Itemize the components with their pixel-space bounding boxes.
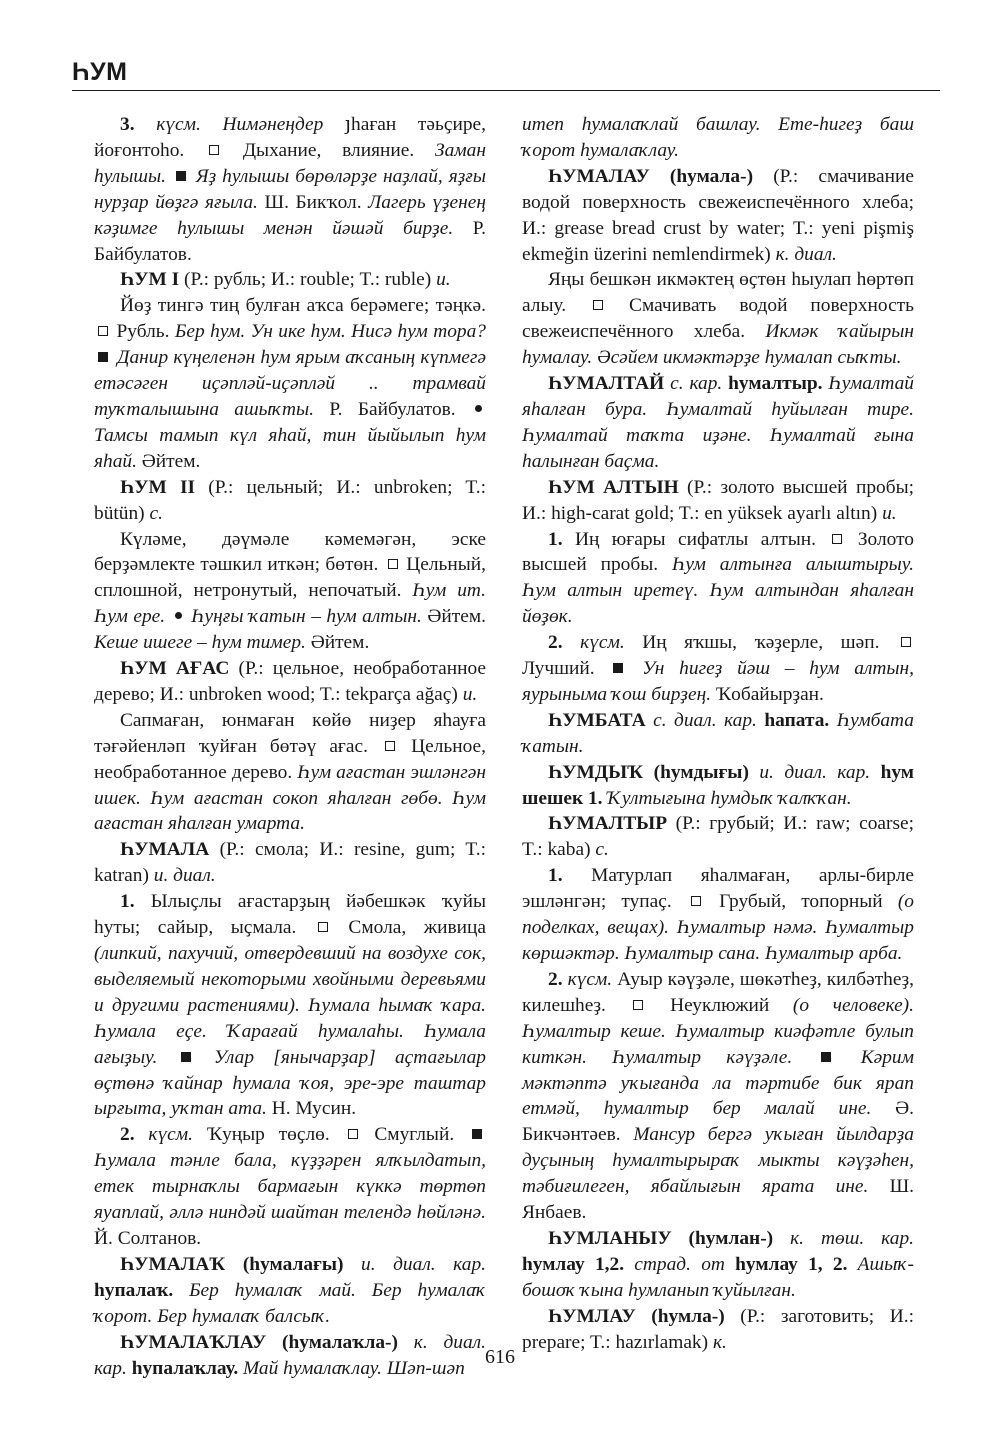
entry-headword: 1. (548, 528, 563, 550)
italic-text: (о поделках, вещах). Һумалтыр нәмә. Һумалтыр көршәктәр. Һумалтыр сана. Һумалтыр арба. (522, 891, 914, 964)
right-column (522, 112, 914, 1356)
example-marker-icon (472, 1129, 482, 1139)
body-text: Лучший. (522, 658, 610, 680)
dictionary-paragraph (94, 267, 486, 293)
entry-headword: ҺУМАЛА (120, 839, 210, 861)
translation-marker-icon (691, 896, 701, 906)
example-marker-icon (176, 171, 186, 181)
body-text: Смачивать водой поверхность свежеиспечённого хлеба. (522, 295, 914, 343)
body-text: Ауыр кәүҙәле, шөкәтһеҙ, килбәтһеҙ, килешһеҙ. (522, 968, 914, 1016)
italic-text: с. (595, 839, 609, 861)
dictionary-paragraph (522, 630, 914, 708)
entry-headword: һупалаҡлау. (131, 1357, 239, 1379)
italic-text: и. (436, 269, 451, 291)
entry-headword: һум шешек 1. (522, 761, 914, 809)
italic-text: Һум ит. Һум ере. (94, 580, 486, 628)
translation-marker-icon (901, 637, 911, 647)
dictionary-paragraph (94, 1122, 486, 1252)
entry-headword: һумлау 1, 2. (735, 1253, 848, 1275)
dictionary-paragraph (94, 656, 486, 708)
body-text: (Р.: смачивание водой поверхность свежеиспечённого хлеба; И.: grease bread crust by water; T.: yeni pişmiş ekmeğin üzerini nemlendirmek) (522, 165, 914, 265)
body-text: Иң юғары сифатлы алтын. (562, 528, 829, 550)
italic-text: и. (462, 683, 478, 705)
body-text: (Р.: цельный; И.: unbroken; T.: bütün) (94, 476, 487, 524)
dictionary-paragraph (522, 811, 914, 863)
dictionary-paragraph (94, 475, 486, 527)
italic-text: күсм. (580, 632, 625, 654)
body-text: Смола, живица (330, 917, 486, 939)
italic-text: Май һумалаҡлау. Шәп-шәп (238, 1357, 465, 1379)
body-text: Ҡуңыр төҫлө. (193, 1124, 344, 1146)
body-text: (Р.: рубль; И.: rouble; T.: ruble) (179, 269, 437, 291)
dictionary-paragraph (94, 293, 486, 474)
entry-headword: ҺУМЛАУ (һумла-) (548, 1305, 725, 1327)
dictionary-paragraph (522, 164, 914, 268)
dictionary-paragraph (94, 527, 486, 657)
italic-text: Заман һулышы. (94, 139, 486, 187)
italic-text: Мансур бергә уҡыған йылдарҙа дуҫының һумалтырыраҡ мыкты кәүҙәһен, тәбиғилеген, ябайлығын ярата ине. (522, 1124, 914, 1198)
entry-headword: ҺУМАЛТАЙ (548, 373, 665, 395)
entry-headword: ҺУМ I (120, 269, 180, 291)
italic-text: и. (882, 502, 897, 524)
entry-headword: һапата. (764, 709, 830, 731)
header-guide-word: ҺУМ (72, 58, 128, 86)
italic-text: Икмәк ҡайырын һумалау. Әсәйем икмәктәрҙе һумалап сыҡты. (522, 321, 914, 369)
proverb-marker-icon (175, 612, 182, 619)
italic-text: с. (149, 502, 163, 524)
italic-text: (о человеке). Һумалтыр кеше. Һумалтыр киәфәтле булып киткән. Һумалтыр кәүҙәле. (522, 994, 914, 1068)
body-text: Сапмаған, юнмаған көйө ниҙер яһауға тәғәйенләп ҡуйған бөтәү ағас. (94, 709, 486, 757)
dictionary-paragraph (522, 475, 914, 527)
italic-text: Һум алтынға алыштырыу. Һум алтын иретеү. Һум алтындан яһалған йөҙөк. (522, 554, 914, 628)
italic-text: к. диал. кар. (94, 1331, 486, 1379)
italic-text: итеп һумалаҡлай башлау. Ете-һигеҙ баш ҡорот һумалаҡлау. (522, 114, 914, 161)
translation-marker-icon (633, 1000, 643, 1010)
body-text: յһаған тәьҫире, йоғонтоһо. (94, 114, 486, 161)
body-text: Ш. Янбаев. (522, 1176, 914, 1224)
proverb-marker-icon (475, 405, 482, 412)
italic-text: Кеше ишеге – һум тимер. (94, 632, 306, 654)
translation-marker-icon (209, 145, 219, 155)
italic-text: Һум ағастан эшләнгән ишек. Һум ағастан сокоп яһалған гөбө. Һум ағастан яһалған умарта. (94, 761, 486, 835)
translation-marker-icon (593, 300, 603, 310)
dictionary-paragraph (522, 267, 914, 371)
dictionary-paragraph (94, 708, 486, 838)
dictionary-paragraph (522, 1226, 914, 1304)
page-number: 616 (485, 1346, 515, 1368)
body-text: Иң яҡшы, ҡәҙерле, шәп. (624, 632, 897, 654)
body-text: (Р.: цельное, необработанное дерево; И.: unbroken wood; T.: tekparça ağaç) (94, 658, 486, 705)
body-text: (Р.: заготовить; И.: prepare; T.: hazırlamak) (522, 1305, 914, 1353)
italic-text: Кәрим мәктәптә уҡығанда ла тәртибе бик ярап етмәй, һумалтыр бер малай ине. (522, 1046, 914, 1120)
italic-text: Һуңғы ҡатын – һум алтын. (185, 606, 422, 628)
italic-text: күсм. Нимәнеңдер (156, 114, 324, 135)
entry-headword: 2. (548, 632, 581, 654)
body-text: Й. Солтанов. (94, 1227, 202, 1249)
body-text: Матурлап яһалмаған, арлы-бирле эшләнгән; тупаҫ. (522, 865, 914, 913)
body-text: Әйтем. (421, 606, 486, 628)
italic-text: и. диал. кар. (748, 761, 881, 783)
body-text: Золото высшей пробы. (522, 528, 915, 576)
body-text: Йөҙ тингә тиң булған аҡса берәмеге; тәңкә. (120, 295, 486, 317)
dictionary-paragraph (522, 527, 914, 631)
italic-text: Бер һумалаҡ май. Бер һумалаҡ ҡорот. Бер һумалаҡ балсыҡ. (94, 1279, 486, 1327)
dictionary-paragraph (94, 112, 486, 267)
body-text: Смуглый. (360, 1124, 468, 1146)
entry-headword: 2. (548, 968, 568, 990)
italic-text: Бер һум. Ун ике һум. Нисә һум тора? (174, 321, 487, 343)
italic-text: к. төш. кар. (773, 1227, 914, 1249)
body-text: (Р.: золото высшей пробы; И.: high-carat gold; T.: en yüksek ayarlı altın) (522, 476, 914, 524)
italic-text: Тамсы тамып күл яһай, тин йыйылып һум яһай. (94, 424, 486, 472)
entry-headword: ҺУМ II (120, 476, 196, 498)
italic-text: с. кар. (664, 373, 729, 395)
entry-headword: 1. (548, 865, 563, 887)
dictionary-paragraph (94, 837, 486, 889)
body-text: (Р.: грубый; И.: raw; coarse; T.: kaba) (522, 813, 914, 861)
entry-headword: 1. (120, 891, 135, 913)
italic-text: күсм. (148, 1124, 193, 1146)
entry-headword: һумлау 1,2. (522, 1253, 625, 1275)
example-marker-icon (613, 663, 623, 673)
body-text: Ш. Бикҡол. (257, 191, 369, 213)
left-column (94, 112, 486, 1381)
italic-text: Ашыҡ-бошоҡ ҡына һумланып ҡуйылған. (522, 1253, 914, 1301)
translation-marker-icon (348, 1129, 358, 1139)
italic-text: Данир күңеленән һум ярым аҡсаның күпмегә етәсәген иҫәпләй-иҫәпләй .. трамвай туҡталышына ашыҡты. (94, 347, 486, 420)
body-text: Дыхание, влияние. (222, 139, 435, 161)
entry-headword: ҺУМАЛТЫР (548, 813, 668, 835)
body-text: Цельное, необработанное дерево. (94, 735, 486, 783)
entry-headword: ҺУМАЛАУ (һумала-) (548, 165, 754, 187)
entry-headword: һупалаҡ. (94, 1279, 174, 1301)
example-marker-icon (181, 1052, 191, 1062)
body-text: Неуклюжий (646, 994, 793, 1016)
dictionary-paragraph (522, 760, 914, 812)
italic-text: Ҡултығына һумдыҡ ҡалҡҡан. (602, 787, 852, 809)
italic-text: и. диал. кар. (343, 1253, 486, 1275)
entry-headword: 2. (120, 1124, 149, 1146)
body-text: Ә. Бикчәнтәев. (522, 1098, 915, 1146)
body-text: Р. Байбулатов. (94, 217, 486, 265)
italic-text: страд. от (624, 1253, 736, 1275)
dictionary-paragraph (94, 1252, 486, 1330)
translation-marker-icon (388, 559, 398, 569)
entry-headword: ҺУМАЛАҠЛАУ (һумалаҡла-) (120, 1331, 398, 1353)
example-marker-icon (821, 1052, 831, 1062)
body-text: Ылыҫлы ағастарҙың йәбешкәк ҡуйы һуты; сайыр, ыҫмала. (94, 891, 486, 939)
dictionary-paragraph (522, 708, 914, 760)
italic-text: к. диал. (775, 243, 837, 265)
body-text: Яңы бешкән икмәктең өҫтөн һыулап һөртөп алыу. (522, 269, 914, 317)
dictionary-paragraph (94, 889, 486, 1122)
entry-headword: 3. (120, 114, 157, 135)
entry-headword: һумалтыр. (728, 373, 823, 395)
italic-text: Һумалтай яһалған бура. Һумалтай һуйылған тире. Һумалтай таҡта иҙәне. Һумалтай ғына һалынған баҫма. (522, 373, 914, 472)
body-text: Күләме, дәүмәле кәмемәгән, эске берҙәмлекте тәшкил иткән; бөтөн. (94, 528, 486, 576)
translation-marker-icon (832, 534, 842, 544)
example-marker-icon (98, 352, 108, 362)
body-text: Р. Байбулатов. (313, 398, 471, 420)
dictionary-paragraph (522, 967, 914, 1226)
entry-headword: ҺУМАЛАҠ (һумалағы) (120, 1253, 344, 1275)
italic-text: Яҙ һулышы бөрөләрҙе наҙлай, яҙғы нурҙар йөҙгә яғыла. (94, 165, 486, 213)
italic-text: Лагерь үҙенең кәҙимге һулышы менән йәшәй бирҙе. (94, 191, 486, 239)
italic-text: к. (712, 1331, 727, 1353)
italic-text: Улар [янычарҙар] аҫтағылар өҫтөнә ҡайнар һумала ҡоя, эре-эре таштар ырғыта, уҡтан ата. (94, 1046, 487, 1120)
italic-text: Һумбата ҡатын. (522, 709, 914, 757)
body-text: (Р.: смола; И.: resine, gum; T.: katran) (94, 839, 486, 887)
body-text: Әйтем. (305, 632, 370, 654)
body-text: Грубый, топорный (703, 891, 898, 913)
body-text: Ҡобайырҙан. (711, 683, 824, 705)
italic-text: с. диал. кар. (645, 709, 765, 731)
translation-marker-icon (385, 741, 395, 751)
entry-headword: ҺУМ АҒАС (120, 658, 230, 680)
body-text: Н. Мусин. (266, 1098, 357, 1120)
entry-headword: ҺУМ АЛТЫН (548, 476, 679, 498)
translation-marker-icon (318, 922, 328, 932)
italic-text: Һумала тәнле бала, күҙҙәрен ялҡылдатып, етек тырнаҡлы бармағын күккә төртөп яуаплай, әллә ниндәй шайтан телендә һөйләнә. (94, 1150, 486, 1224)
dictionary-paragraph (522, 112, 914, 164)
entry-headword: ҺУМЛАНЫУ (һумлан-) (548, 1227, 774, 1249)
italic-text: и. диал. (153, 865, 216, 887)
body-text: Әйтем. (136, 450, 201, 472)
body-text: Рубль. (111, 321, 175, 343)
dictionary-paragraph (522, 863, 914, 967)
italic-text: (липкий, пахучий, отвердевший на воздухе сок, выделяемый некоторыми хвойными деревьями и другими растениями). Һумала һымаҡ ҡара. Һумала еҫе. Ҡарағай һумалаһы. Һумала ағыҙыу. (94, 943, 486, 1068)
translation-marker-icon (98, 326, 108, 336)
entry-headword: ҺУМДЫҠ (һумдығы) (548, 761, 749, 783)
italic-text: күсм. (567, 968, 613, 990)
dictionary-paragraph (522, 371, 914, 475)
entry-headword: ҺУМБАТА (548, 709, 646, 731)
body-text: Цельный, сплошной, нетронутый, непочатый. (94, 554, 487, 602)
running-header (72, 56, 940, 91)
italic-text: Ун һигеҙ йәш – һум алтын, яурыныма ҡош бирҙең. (522, 658, 915, 705)
